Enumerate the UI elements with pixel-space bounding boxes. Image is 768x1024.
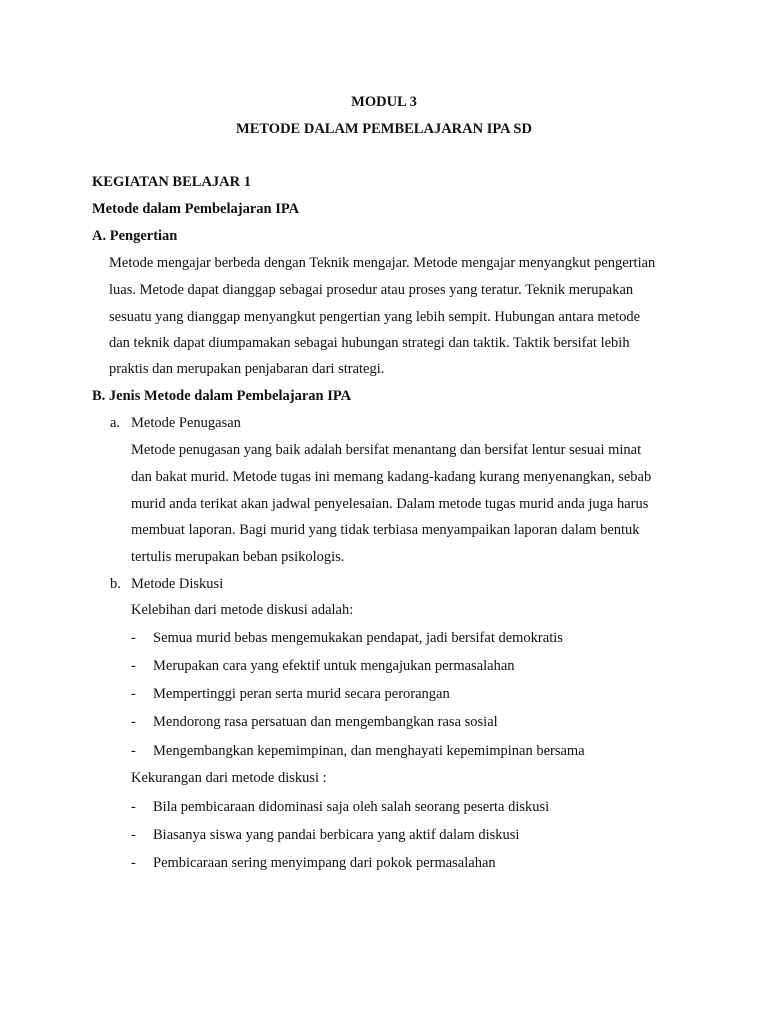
dash-bullet: -	[131, 714, 136, 730]
section-a-heading: A. Pengertian	[92, 228, 178, 244]
kekurangan-item: Bila pembicaraan didominasi saja oleh salah seorang peserta diskusi	[153, 799, 550, 815]
section-a-line: luas. Metode dapat dianggap sebagai prosedur atau proses yang teratur. Teknik merupakan	[109, 282, 634, 298]
dash-bullet: -	[131, 630, 136, 646]
kelebihan-item: Mengembangkan kepemimpinan, dan menghayati kepemimpinan bersama	[153, 743, 585, 759]
dash-bullet: -	[131, 827, 136, 843]
section-a-line: sesuatu yang dianggap menyangkut pengertian yang lebih sempit. Hubungan antara metode	[109, 309, 641, 325]
topic-heading: Metode dalam Pembelajaran IPA	[92, 201, 300, 217]
kelebihan-item: Mempertinggi peran serta murid secara perorangan	[153, 686, 450, 702]
list-marker: a.	[110, 415, 121, 431]
item-b-title: Metode Diskusi	[131, 576, 224, 592]
kelebihan-item: Merupakan cara yang efektif untuk mengajukan permasalahan	[153, 658, 515, 674]
dash-bullet: -	[131, 686, 136, 702]
module-title: MODUL 3	[351, 94, 417, 110]
kekurangan-item: Biasanya siswa yang pandai berbicara yang aktif dalam diskusi	[153, 827, 520, 843]
section-a-line: Metode mengajar berbeda dengan Teknik mengajar. Metode mengajar menyangkut pengertian	[109, 255, 656, 271]
kekurangan-intro: Kekurangan dari metode diskusi :	[131, 770, 327, 786]
module-subtitle: METODE DALAM PEMBELAJARAN IPA SD	[236, 121, 532, 137]
item-a-line: Metode penugasan yang baik adalah bersifat menantang dan bersifat lentur sesuai minat	[131, 442, 642, 458]
kegiatan-heading: KEGIATAN BELAJAR 1	[92, 174, 251, 190]
item-a-title: Metode Penugasan	[131, 415, 241, 431]
section-b-heading: B. Jenis Metode dalam Pembelajaran IPA	[92, 388, 352, 404]
kelebihan-item: Mendorong rasa persatuan dan mengembangkan rasa sosial	[153, 714, 498, 730]
dash-bullet: -	[131, 743, 136, 759]
item-a-line: murid anda terikat akan jadwal penyelesaian. Dalam metode tugas murid anda juga harus	[131, 496, 649, 512]
item-a-line: membuat laporan. Bagi murid yang tidak terbiasa menyampaikan laporan dalam bentuk	[131, 522, 640, 538]
kelebihan-item: Semua murid bebas mengemukakan pendapat, jadi bersifat demokratis	[153, 630, 563, 646]
section-a-line: praktis dan merupakan penjabaran dari strategi.	[109, 361, 385, 377]
section-a-line: dan teknik dapat diumpamakan sebagai hubungan strategi dan taktik. Taktik bersifat lebih	[109, 335, 630, 351]
list-marker: b.	[110, 576, 121, 592]
dash-bullet: -	[131, 658, 136, 674]
dash-bullet: -	[131, 799, 136, 815]
kekurangan-item: Pembicaraan sering menyimpang dari pokok permasalahan	[153, 855, 496, 871]
dash-bullet: -	[131, 855, 136, 871]
item-a-line: dan bakat murid. Metode tugas ini memang kadang-kadang kurang menyenangkan, sebab	[131, 469, 652, 485]
item-a-line: tertulis merupakan beban psikologis.	[131, 549, 345, 565]
kelebihan-intro: Kelebihan dari metode diskusi adalah:	[131, 602, 354, 618]
